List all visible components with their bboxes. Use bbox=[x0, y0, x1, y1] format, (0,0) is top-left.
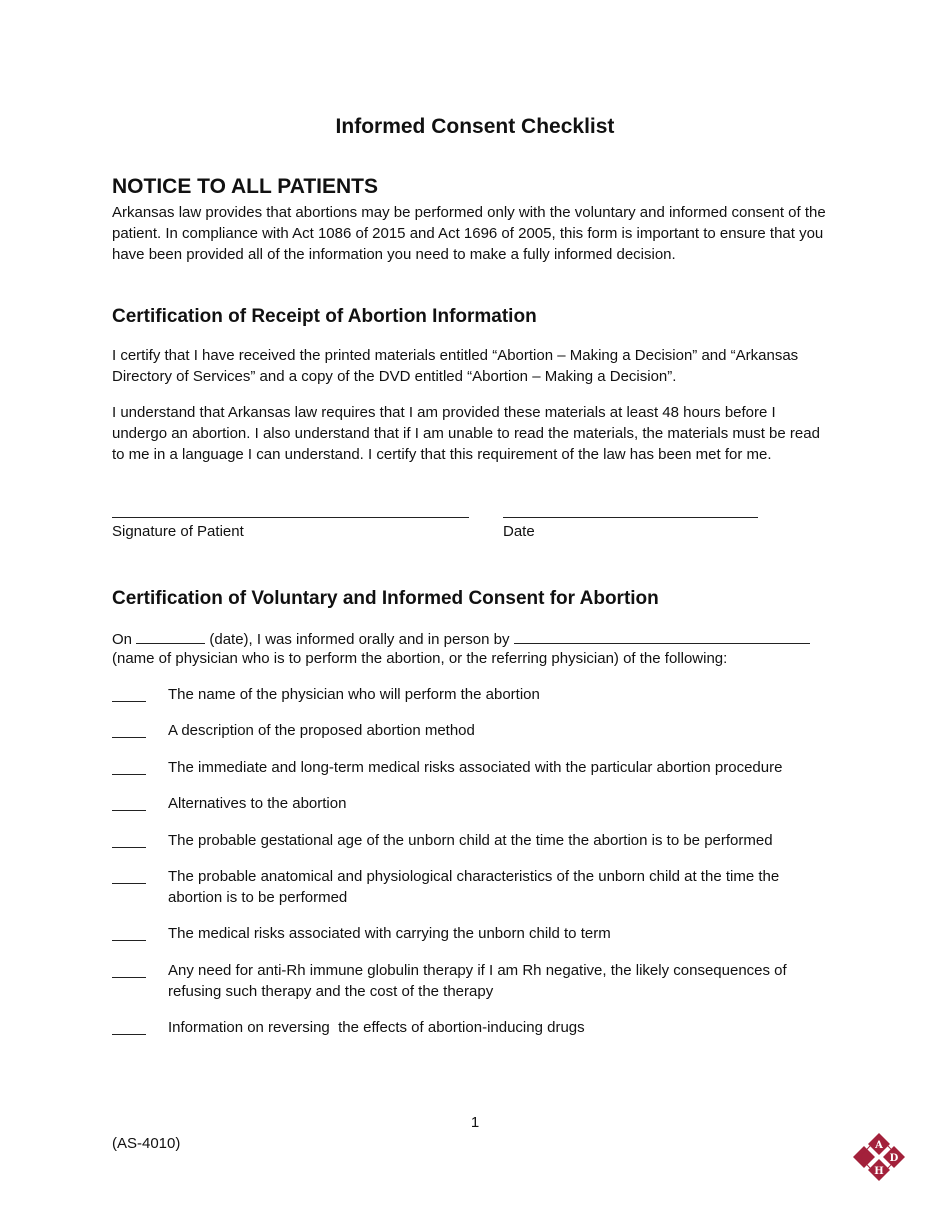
checklist-blank[interactable] bbox=[112, 960, 146, 978]
checklist-blank[interactable] bbox=[112, 684, 146, 702]
checklist-item bbox=[112, 923, 828, 944]
notice-text: Arkansas law provides that abortions may be performed only with the voluntary and informed consent of the patient. In compliance with Act 1086 of 2015 and Act 1696 of 2005, this form is important to ensure that you have been provided all of the information you need to make a fully informed decision. bbox=[112, 204, 826, 263]
checklist-item bbox=[112, 866, 828, 908]
checklist-blank[interactable] bbox=[112, 830, 146, 848]
checklist-item-text: The probable gestational age of the unborn child at the time the abortion is to be performed bbox=[168, 832, 773, 849]
intro-on-text: On bbox=[112, 631, 133, 648]
checklist-item-text: The probable anatomical and physiological characteristics of the unborn child at the time the abortion is to be performed bbox=[168, 868, 780, 906]
page-number: 1 bbox=[470, 1114, 480, 1131]
checklist-blank[interactable] bbox=[112, 1017, 146, 1035]
consent-intro-line-1 bbox=[112, 627, 828, 650]
checklist-blank[interactable] bbox=[112, 923, 146, 941]
checklist-item bbox=[112, 684, 828, 705]
notice-heading: NOTICE TO ALL PATIENTS bbox=[112, 175, 379, 198]
checklist-item-text: The immediate and long-term medical risks associated with the particular abortion procedure bbox=[168, 759, 783, 776]
consent-section-heading: Certification of Voluntary and Informed Consent for Abortion bbox=[112, 588, 659, 609]
consent-intro-line-2: (name of physician who is to perform the abortion, or the referring physician) of the following: bbox=[112, 650, 728, 667]
date-line[interactable] bbox=[503, 517, 758, 518]
checklist-blank[interactable] bbox=[112, 866, 146, 884]
document-title: Informed Consent Checklist bbox=[335, 115, 615, 138]
checklist-item-text: A description of the proposed abortion method bbox=[168, 722, 475, 739]
physician-name-blank[interactable] bbox=[514, 627, 810, 644]
logo-diamond-left bbox=[853, 1146, 875, 1168]
checklist-blank[interactable] bbox=[112, 793, 146, 811]
checklist-item bbox=[112, 793, 828, 814]
checklist-blank[interactable] bbox=[112, 720, 146, 738]
checklist-item bbox=[112, 757, 828, 778]
logo-letter-d: D bbox=[889, 1153, 899, 1164]
checklist-item bbox=[112, 830, 828, 851]
checklist-item bbox=[112, 720, 828, 741]
consent-date-blank[interactable] bbox=[136, 627, 205, 644]
form-code: (AS-4010) bbox=[112, 1135, 181, 1152]
receipt-paragraph-1: I certify that I have received the printed materials entitled “Abortion – Making a Decision” and “Arkansas Directory of Services” and a copy of the DVD entitled “Abortion – Making a Decision”. bbox=[112, 347, 799, 385]
logo-letter-a: A bbox=[875, 1140, 883, 1151]
checklist-item bbox=[112, 1017, 828, 1038]
checklist-item-text: The name of the physician who will perform the abortion bbox=[168, 686, 540, 703]
checklist-item-text: Information on reversing the effects of abortion-inducing drugs bbox=[168, 1019, 585, 1036]
adh-logo-icon bbox=[852, 1132, 906, 1182]
intro-date-text: (date), I was informed orally and in person by bbox=[209, 631, 510, 648]
logo-letter-h: H bbox=[874, 1166, 884, 1177]
checklist-item bbox=[112, 960, 828, 1002]
checklist-item-text: The medical risks associated with carrying the unborn child to term bbox=[168, 925, 611, 942]
checklist-blank[interactable] bbox=[112, 757, 146, 775]
signature-label: Signature of Patient bbox=[112, 523, 244, 540]
date-label: Date bbox=[503, 523, 535, 540]
receipt-section-heading: Certification of Receipt of Abortion Information bbox=[112, 306, 537, 327]
receipt-paragraph-2: I understand that Arkansas law requires that I am provided these materials at least 48 hours before I undergo an abortion. I also understand that if I am unable to read the materials, the materials must be read to me in a language I can understand. I certify that this requirement of the law has been met for me. bbox=[112, 404, 820, 463]
signature-line[interactable] bbox=[112, 517, 469, 518]
checklist-item-text: Alternatives to the abortion bbox=[168, 795, 347, 812]
checklist-item-text: Any need for anti-Rh immune globulin therapy if I am Rh negative, the likely consequences of refusing such therapy and the cost of the therapy bbox=[168, 962, 787, 1000]
